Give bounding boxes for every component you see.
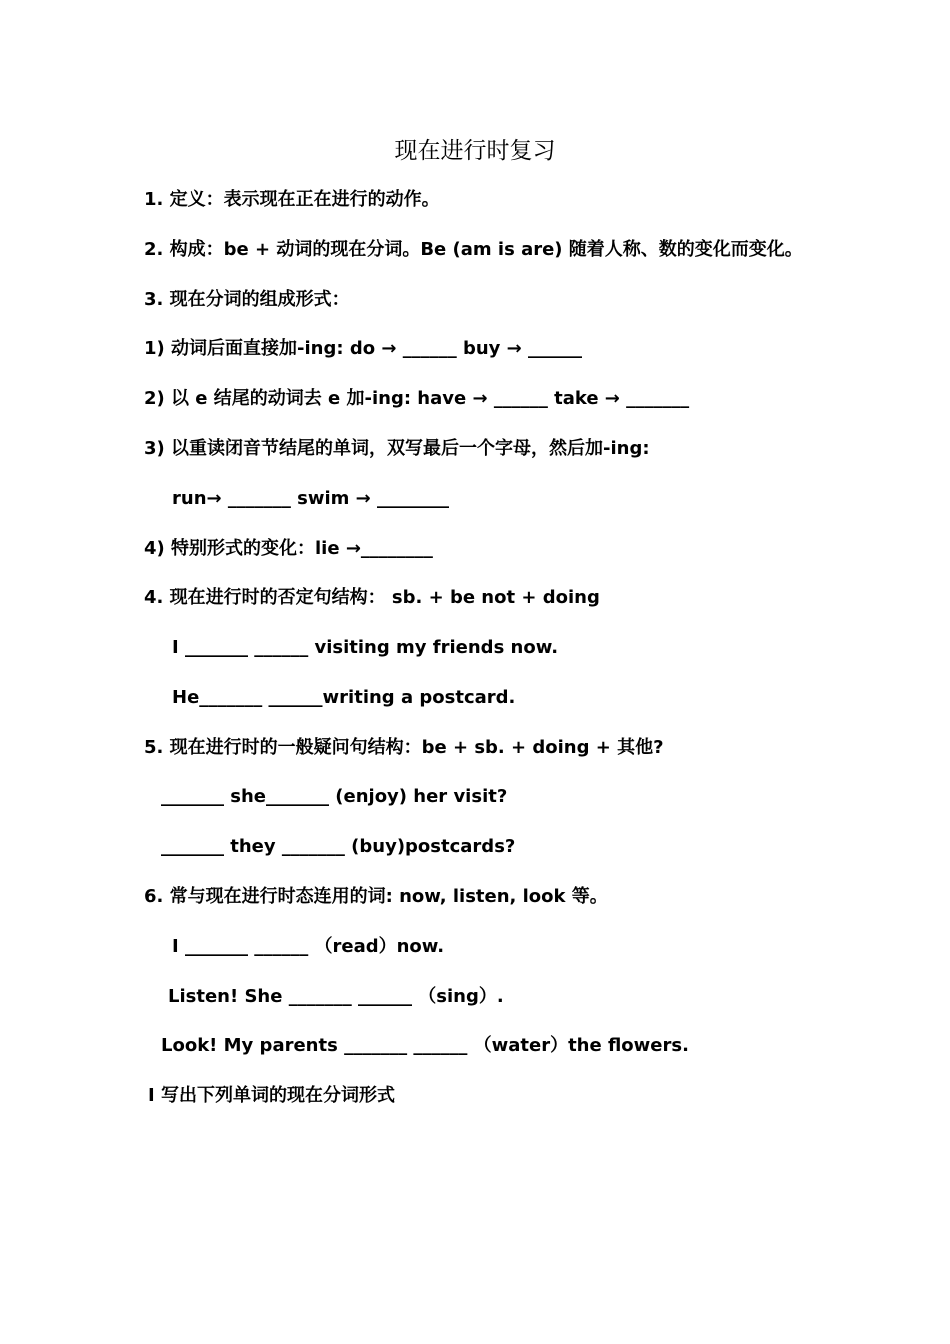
signal-example-3: Look! My parents _______ ______ （water）the flowers. bbox=[161, 1035, 689, 1056]
negative-example-1: I _______ ______ visiting my friends now. bbox=[172, 637, 559, 658]
rule-2-line: 2) 以 e 结尾的动词去 e 加-ing: have → ______ take → _______ bbox=[144, 388, 690, 409]
question-example-1: _______ she_______ (enjoy) her visit? bbox=[161, 786, 508, 807]
negative-example-2: He_______ ______writing a postcard. bbox=[172, 687, 516, 708]
rule-3-example-line: run→ _______ swim → ________ bbox=[172, 488, 450, 509]
participle-forms-heading: 3. 现在分词的组成形式： bbox=[144, 289, 350, 310]
question-structure-heading: 5. 现在进行时的一般疑问句结构：be + sb. + doing + 其他? bbox=[144, 737, 664, 758]
structure-line: 2. 构成：be + 动词的现在分词。Be (am is are) 随着人称、数的变化而变化。 bbox=[144, 239, 803, 260]
page-title: 现在进行时复习 bbox=[394, 138, 556, 164]
signal-example-2: Listen! She _______ ______ （sing）. bbox=[168, 986, 504, 1007]
signal-words-heading: 6. 常与现在进行时态连用的词: now, listen, look 等。 bbox=[144, 886, 608, 907]
question-example-2: _______ they _______ (buy)postcards? bbox=[161, 836, 516, 857]
signal-example-1: I _______ ______ （read）now. bbox=[172, 936, 445, 957]
rule-1-line: 1) 动词后面直接加-ing: do → ______ buy → ______ bbox=[144, 338, 583, 359]
rule-4-line: 4) 特别形式的变化：lie →________ bbox=[144, 538, 433, 559]
definition-line: 1. 定义：表示现在正在进行的动作。 bbox=[144, 189, 440, 210]
negative-structure-heading: 4. 现在进行时的否定句结构： sb. + be not + doing bbox=[144, 587, 600, 608]
exercise-section-heading: Ⅰ 写出下列单词的现在分词形式 bbox=[148, 1085, 395, 1106]
rule-3-line: 3) 以重读闭音节结尾的单词，双写最后一个字母，然后加-ing: bbox=[144, 438, 650, 459]
